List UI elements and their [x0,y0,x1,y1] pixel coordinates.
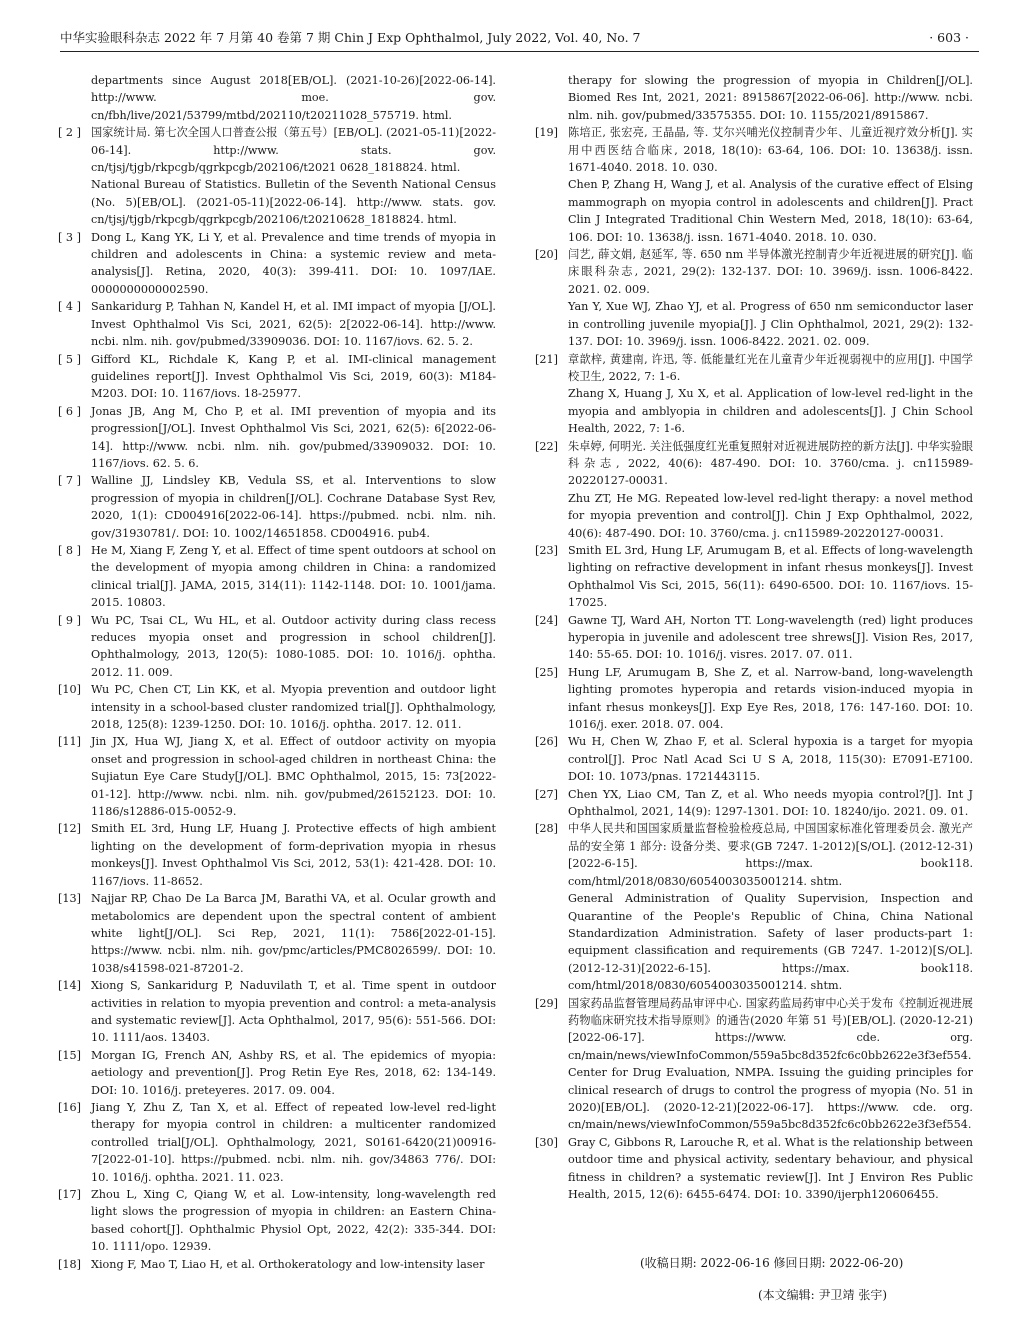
reference-number: [25] [535,665,558,679]
reference-number: [20] [535,248,558,262]
reference-entry [58,229,496,299]
reference-text: General Administration of Quality Supervision, Inspection and Quarantine of the People's Republic of China, China National Standardization Administration. Safety of laser products-part 1: equipment classification and requirements (GB 7247. 1-2012)[S/OL]. (2012-12-31)[2022-6-15]. https://max. book118. com/html/2018/0830/6054003035001214. shtm. [568,892,973,993]
reference-body [91,472,496,542]
reference-text: Smith EL 3rd, Hung LF, Arumugam B, et al. Effects of long-wavelength lighting on refractive development in infant rhesus monkeys[J]. Invest Ophthalmol Vis Sci, 2015, 56(11): 6490-6500. DOI: 10. 1167/iovs. 15-17025. [568,543,973,610]
reference-text: Wu PC, Tsai CL, Wu HL, et al. Outdoor activity during class recess reduces myopia onset and progression in school children[J]. Ophthalmology, 2013, 120(5): 1080-1085. DOI: 10. 1016/j. ophtha. 2012. 11. 009. [91,613,496,679]
reference-text: National Bureau of Statistics. Bulletin of the Seventh National Census (No. 5)[EB/OL]. (2021-05-11)[2022-06-14]. http://www. stats. gov. cn/tjsj/tjgb/rkpcgb/qgrkpcgb/202106/t20210628_1818824. html. [91,178,496,227]
reference-text: Chen YX, Liao CM, Tan Z, et al. Who needs myopia control?[J]. Int J Ophthalmol, 2021, 14(9): 1297-1301. DOI: 10. 18240/ijo. 2021. 09. 01. [568,787,973,819]
reference-body [568,542,973,612]
reference-body [568,1134,973,1204]
reference-text: Jin JX, Hua WJ, Jiang X, et al. Effect of outdoor activity on myopia onset and progression in school-aged children in northeast China: the Sujiatun Eye Care Study[J/OL]. BMC Ophthalmol, 2015, 15: 73[2022-01-12]. http://www. ncbi. nlm. nih. gov/pubmed/26152123. DOI: 10. 1186/s12886-015-0052-9. [91,735,496,819]
reference-text: Gawne TJ, Ward AH, Norton TT. Long-wavelength (red) light produces hyperopia in juvenile and adolescent tree shrews[J]. Vision Res, 2017, 140: 55-65. DOI: 10. 1016/j. visres. 2017. 07. 011. [568,613,973,662]
reference-body [568,664,973,734]
reference-entry [535,246,973,350]
reference-entry [535,786,973,821]
reference-number: [26] [535,735,558,749]
reference-entry [535,542,973,612]
reference-number: [23] [535,543,558,557]
reference-body [91,1256,496,1273]
reference-text: Xiong S, Sankaridurg P, Naduvilath T, et al. Time spent in outdoor activities in relation to myopia prevention and control: a meta-analysis and systematic review[J]. Acta Ophthalmol, 2017, 95(6): 551-566. DOI: 10. 1111/aos. 13403. [91,979,496,1045]
reference-number: [ 2 ] [58,126,81,140]
reference-text: Jiang Y, Zhu Z, Tan X, et al. Effect of repeated low-level red-light therapy for myopia control in children: a multicenter randomized controlled trial[J/OL]. Ophthalmology, 2021, S0161-6420(21)00916-7[2022-01-10]. https://pubmed. ncbi. nlm. nih. gov/34863 776/. DOI: 10. 1016/j. ophtha. 2021. 11. 023. [91,1100,496,1184]
reference-entry [58,890,496,977]
reference-text: Wu H, Chen W, Zhao F, et al. Scleral hypoxia is a target for myopia control[J]. Proc Natl Acad Sci U S A, 2018, 115(30): E7091-E7100. DOI: 10. 1073/pnas. 1721443115. [568,735,973,784]
reference-number: [ 8 ] [58,543,81,557]
reference-body [91,1186,496,1256]
reference-number: [30] [535,1135,558,1149]
reference-body [568,733,973,785]
reference-text: Sankaridurg P, Tahhan N, Kandel H, et al. IMI impact of myopia [J/OL]. Invest Ophthalmol Vis Sci, 2021, 62(5): 2[2022-06-14]. http://www. ncbi. nlm. nih. gov/pubmed/33909036. DOI: 10. 1167/iovs. 62. 5. 2. [91,300,496,349]
reference-entry [58,733,496,820]
reference-entry [58,681,496,733]
right-column [535,72,973,1203]
reference-entry [58,403,496,473]
left-column [58,72,496,1273]
reference-body [91,124,496,228]
reference-text: Zhou L, Xing C, Qiang W, et al. Low-intensity, long-wavelength red light slows the progression of myopia in children: an Eastern China-based cohort[J]. Ophthalmic Physiol Opt, 2022, 42(2): 335-344. DOI: 10. 1111/opo. 12939. [91,1188,496,1254]
reference-entry [58,298,496,350]
reference-entry [535,733,973,785]
reference-entry [58,1256,496,1273]
reference-entry [58,1099,496,1186]
reference-body [568,612,973,664]
article-editors: (本文编辑: 尹卫靖 张宇) [758,1288,888,1302]
reference-body [91,229,496,299]
reference-text: Gray C, Gibbons R, Larouche R, et al. What is the relationship between outdoor time and physical activity, sedentary behaviour, and physical fitness in children? a systematic review[J]. Int J Environ Res Public Health, 2015, 12(6): 6455-6474. DOI: 10. 3390/ijerph120606455. [568,1135,973,1201]
received-revised-dates: (收稿日期: 2022-06-16 修回日期: 2022-06-20) [640,1256,904,1270]
reference-text: 陈培正, 张宏亮, 王晶晶, 等. 艾尔兴哺光仪控制青少年、儿童近视疗效分析[J]. 实用中西医结合临床, 2018, 18(10): 63-64, 106. DOI: 10. 13638/j. issn. 1671-4040. 2018. 10. 030. [568,126,973,175]
reference-body [91,351,496,403]
reference-entry [58,1047,496,1099]
reference-body [91,977,496,1047]
reference-text: Wu PC, Chen CT, Lin KK, et al. Myopia prevention and outdoor light intensity in a school-based cluster randomized trial[J]. Ophthalmology, 2018, 125(8): 1239-1250. DOI: 10. 1016/j. ophtha. 2017. 12. 011. [91,683,496,732]
reference-text: Morgan IG, French AN, Ashby RS, et al. The epidemics of myopia: aetiology and prevention[J]. Prog Retin Eye Res, 2018, 62: 134-149. DOI: 10. 1016/j. preteyeres. 2017. 09. 004. [91,1048,496,1097]
reference-continuation: therapy for slowing the progression of myopia in Children[J/OL]. Biomed Res Int, 2021, 2021: 8915867[2022-06-06]. http://www. ncbi. nlm. nih. gov/pubmed/33575355. DOI: 10. 1155/2021/8915867. [568,74,973,122]
reference-text: Xiong F, Mao T, Liao H, et al. Orthokeratology and low-intensity laser [91,1257,485,1271]
reference-entry [535,351,973,438]
reference-text: Zhang X, Huang J, Xu X, et al. Application of low-level red-light in the myopia and amblyopia in children and adolescents[J]. J Chin School Health, 2022, 7: 1-6. [568,387,973,436]
reference-text: 中华人民共和国国家质量监督检验检疫总局, 中国国家标准化管理委员会. 激光产品的安全第 1 部分: 设备分类、要求(GB 7247. 1-2012)[S/OL]. (2012-12-31)[2022-6-15]. https://max. book118. com/html/2018/0830/6054003035001214. shtm. [568,822,973,888]
reference-number: [29] [535,996,558,1010]
reference-entry [535,664,973,734]
reference-text: 国家统计局. 第七次全国人口普查公报（第五号）[EB/OL]. (2021-05-11)[2022-06-14]. http://www. stats. gov. cn/tjsj/tjgb/rkpcgb/qgrkpcgb/202106/t2021 0628_1818824. html. [91,126,496,175]
reference-number: [18] [58,1257,81,1271]
reference-number: [ 3 ] [58,230,81,244]
reference-body [91,542,496,612]
reference-entry [58,820,496,890]
reference-text: Center for Drug Evaluation, NMPA. Issuing the guiding principles for clinical research of drugs to control the progress of myopia (No. 51 in 2020)[EB/OL]. (2020-12-21)[2022-06-17]. https://www. cde. org. cn/main/news/viewInfoCommon/559a5bc8d352fc6c0bb2622e3f3ef554. [568,1066,973,1132]
reference-number: [13] [58,892,81,906]
reference-entry [58,612,496,682]
reference-text: 国家药品监督管理局药品审评中心. 国家药监局药审中心关于发布《控制近视进展药物临床研究技术指导原则》的通告(2020 年第 51 号)[EB/OL]. (2020-12-21)[2022-06-17]. https://www. cde. org. cn/main/news/viewInfoCommon/559a5bc8d352fc6c0bb2622e3f3ef554. [568,996,973,1062]
reference-entry [58,351,496,403]
reference-text: He M, Xiang F, Zeng Y, et al. Effect of time spent outdoors at school on the development of myopia among children in China: a randomized clinical trial[J]. JAMA, 2015, 314(11): 1142-1148. DOI: 10. 1001/jama. 2015. 10803. [91,543,496,610]
journal-citation-line: 中华实验眼科杂志 2022 年 7 月第 40 卷第 7 期 Chin J Exp Ophthalmol, July 2022, Vol. 40, No. 7 [60,30,641,45]
reference-entry [58,472,496,542]
reference-number: [28] [535,822,558,836]
reference-number: [27] [535,787,558,801]
reference-number: [ 5 ] [58,352,81,366]
reference-number: [14] [58,979,81,993]
reference-text: Walline JJ, Lindsley KB, Vedula SS, et al. Interventions to slow progression of myopia in children[J/OL]. Cochrane Database Syst Rev, 2020, 1(1): CD004916[2022-06-14]. https://pubmed. ncbi. nlm. nih. gov/31930781/. DOI: 10. 1002/14651858. CD004916. pub4. [91,474,496,540]
reference-number: [ 7 ] [58,474,81,488]
reference-body [568,786,973,821]
reference-number: [15] [58,1048,81,1062]
reference-number: [16] [58,1100,81,1114]
reference-body [91,1047,496,1099]
reference-entry [535,124,973,246]
reference-body [568,351,973,438]
reference-body [568,246,973,350]
reference-body [91,820,496,890]
reference-number: [17] [58,1188,81,1201]
reference-text: Najjar RP, Chao De La Barca JM, Barathi VA, et al. Ocular growth and metabolomics are dependent upon the spectral content of ambient white light[J/OL]. Sci Rep, 2021, 11(1): 7586[2022-01-15]. https://www. ncbi. nlm. nih. gov/pmc/articles/PMC8026599/. DOI: 10. 1038/s41598-021-87201-2. [91,892,496,975]
reference-text: Jonas JB, Ang M, Cho P, et al. IMI prevention of myopia and its progression[J/OL]. Invest Ophthalmol Vis Sci, 2021, 62(5): 6[2022-06-14]. http://www. ncbi. nlm. nih. gov/pubmed/33909032. DOI: 10. 1167/iovs. 62. 5. 6. [91,404,496,470]
reference-number: [10] [58,683,81,697]
reference-number: [ 4 ] [58,300,81,314]
reference-body [91,733,496,820]
reference-entry [535,1134,973,1204]
reference-body [91,612,496,682]
reference-body [91,403,496,473]
reference-text: Chen P, Zhang H, Wang J, et al. Analysis of the curative effect of Elsing mammograph on myopia control in adolescents and children[J]. Pract Clin J Integrated Traditional Chin Western Med, 2018, 18(10): 63-64, 106. DOI: 10. 13638/j. issn. 1671-4040. 2018. 10. 030. [568,178,973,244]
reference-body [568,438,973,542]
reference-number: [12] [58,822,81,836]
reference-number: [24] [535,613,558,627]
reference-continuation: departments since August 2018[EB/OL]. (2021-10-26)[2022-06-14]. http://www. moe. gov. cn/fbh/live/2021/53799/mtbd/202110/t20211028_575719. html. [91,74,496,122]
reference-text: Dong L, Kang YK, Li Y, et al. Prevalence and time trends of myopia in children and adolescents in China: a systemic review and meta-analysis[J]. Retina, 2020, 40(3): 399-411. DOI: 10. 1097/IAE. 0000000000002590. [91,230,496,296]
reference-body [91,681,496,733]
reference-text: Gifford KL, Richdale K, Kang P, et al. IMI-clinical management guidelines report[J]. Invest Ophthalmol Vis Sci, 2019, 60(3): M184-M203. DOI: 10. 1167/iovs. 18-25977. [91,352,496,401]
reference-body [568,995,973,1134]
reference-text: Smith EL 3rd, Hung LF, Huang J. Protective effects of high ambient lighting on the development of form-deprivation myopia in rhesus monkeys[J]. Invest Ophthalmol Vis Sci, 2012, 53(1): 421-428. DOI: 10. 1167/iovs. 11-8652. [91,822,496,888]
reference-entry [535,995,973,1134]
reference-body [568,820,973,994]
reference-number: [21] [535,352,558,366]
reference-number: [22] [535,439,558,453]
reference-text: 闫艺, 薛文娟, 赵延军, 等. 650 nm 半导体激光控制青少年近视进展的研究[J]. 临床眼科杂志, 2021, 29(2): 132-137. DOI: 10. 3969/j. issn. 1006-8422. 2021. 02. 009. [568,248,973,296]
reference-number: [19] [535,126,558,140]
reference-text: Zhu ZT, He MG. Repeated low-level red-light therapy: a novel method for myopia prevention and control[J]. Chin J Exp Ophthalmol, 2022, 40(6): 487-490. DOI: 10. 3760/cma. j. cn115989-20220127-00031. [568,491,973,540]
reference-entry [58,124,496,228]
reference-text: Yan Y, Xue WJ, Zhao YJ, et al. Progress of 650 nm semiconductor laser in controlling juvenile myopia[J]. J Clin Ophthalmol, 2021, 29(2): 132-137. DOI: 10. 3969/j. issn. 1006-8422. 2021. 02. 009. [568,300,973,349]
reference-body [568,124,973,246]
reference-body [91,890,496,977]
reference-number: [ 6 ] [58,404,81,418]
reference-entry [58,542,496,612]
reference-body [91,298,496,350]
reference-body [91,1099,496,1186]
reference-text: 章歆梓, 黄建南, 许迅, 等. 低能量红光在儿童青少年近视弱视中的应用[J]. 中国学校卫生, 2022, 7: 1-6. [568,352,973,383]
running-header [60,28,979,50]
reference-entry [535,820,973,994]
reference-text: 朱卓婷, 何明光. 关注低强度红光重复照射对近视进展防控的新方法[J]. 中华实验眼科杂志, 2022, 40(6): 487-490. DOI: 10. 3760/cma. j. cn115989-20220127-00031. [568,439,973,488]
reference-text: Hung LF, Arumugam B, She Z, et al. Narrow-band, long-wavelength lighting promotes hyperopia and retards vision-induced myopia in infant rhesus monkeys[J]. Exp Eye Res, 2018, 176: 147-160. DOI: 10. 1016/j. exer. 2018. 07. 004. [568,665,973,732]
reference-entry [58,977,496,1047]
page-number: · 603 · [929,30,969,45]
reference-entry [535,612,973,664]
reference-number: [ 9 ] [58,613,81,627]
reference-entry [535,438,973,542]
header-divider [60,51,979,52]
reference-entry [58,1186,496,1256]
reference-number: [11] [58,735,81,749]
